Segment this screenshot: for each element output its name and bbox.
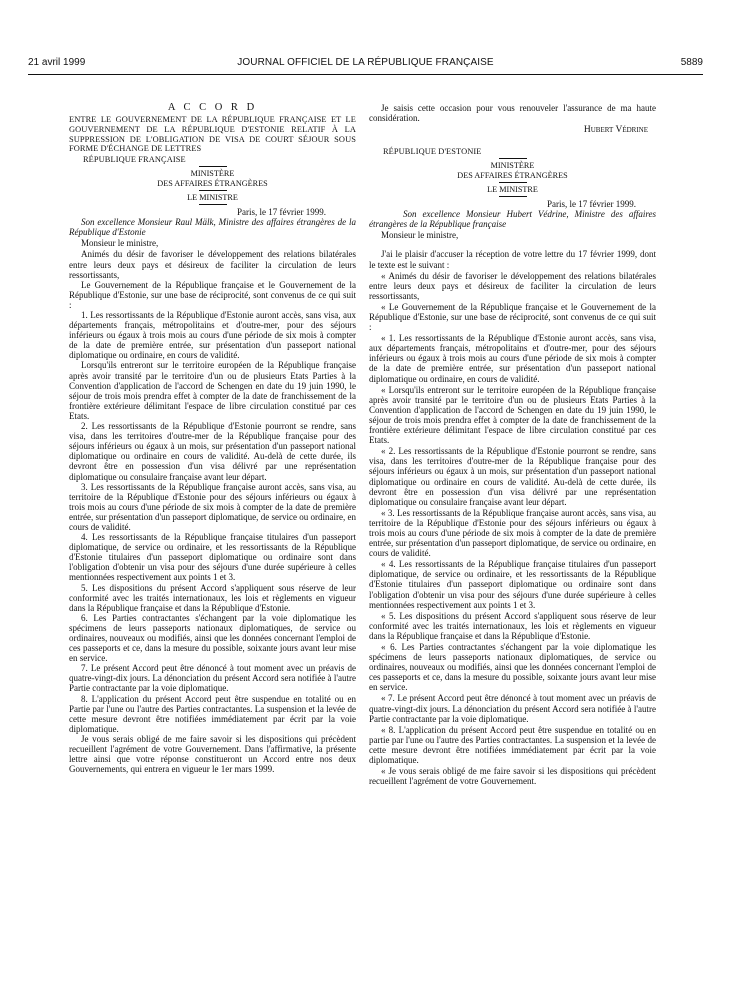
- letter-paragraph: 4. Les ressortissants de la République française titulaires d'un passeport diplomatique, de service ou ordinaire, et les ressortissants de la République d'Estonie titulaires d'un passeport diplomatique ou ordinaire sont dans l'obligation d'obtenir un visa pour des séjours d'une durée supérieure à celles mentionnées respectivement aux points 1 et 3.: [69, 532, 356, 583]
- reply-paragraph: « Lorsqu'ils entreront sur le territoire européen de la République française après avoir transité par le territoire d'un ou de plusieurs Etats Parties à la Convention d'application de l'accord de Schengen en date du 19 juin 1990, le séjour de trois mois prendra effet à compter de la date de franchissement de la frontière extérieure délimitant l'espace de libre circulation constitué par ces Etats.: [369, 384, 656, 446]
- right-column: [369, 103, 656, 786]
- ministry-line-2: DES AFFAIRES ÉTRANGÈRES: [157, 179, 268, 189]
- reply-paragraph: « 2. Les ressortissants de la République d'Estonie pourront se rendre, sans visa, dans les territoires d'outre-mer de la République française pour des séjours inférieurs ou égaux à un mois, sur présentation d'un passeport national diplomatique ou ordinaire en cours de validité. Au-delà de cette durée, ils devront être en possession d'un visa délivré par une représentation diplomatique ou consulaire française avant leur départ.: [369, 446, 656, 507]
- reply-paragraph: « 3. Les ressortissants de la République française auront accès, sans visa, au territoire de la République d'Estonie pour des séjours inférieurs ou égaux à trois mois au cours d'une période de six mois à compter de la date de première entrée, sur présentation d'un passeport diplomatique, de service ou ordinaire, en cours de validité.: [369, 507, 656, 559]
- letter-paragraph: 2. Les ressortissants de la République d'Estonie pourront se rendre, sans visa, dans les territoires d'outre-mer de la République française pour des séjours inférieurs ou égaux à un mois, sur présentation d'un passeport national diplomatique ou ordinaire en cours de validité. Au-delà de cette durée, ils devront être en possession d'un visa délivré par une représentation diplomatique ou consulaire française avant leur départ.: [69, 421, 356, 482]
- reply-paragraph: « 6. Les Parties contractantes s'échangent par la voie diplomatique les spécimens de leurs passeports nationaux diplomatiques, de service ou ordinaires, nouveaux ou modifiés, ainsi que les données concernant l'emploi de ces passeports et ce, dans la mesure du possible, soixante jours avant leur mise en service.: [369, 642, 656, 693]
- letter-paragraph: 1. Les ressortissants de la République d'Estonie auront accès, sans visa, aux départements français, métropolitains et d'outre-mer, pour des séjours inférieurs ou égaux à trois mois au cours d'une période de six mois à compter de la date de première entrée, sur présentation d'un passeport national diplomatique ou ordinaire, en cours de validité.: [69, 310, 356, 361]
- reply-paragraph: « Le Gouvernement de la République française et le Gouvernement de la République d'Estonie, sur une base de réciprocité, sont convenus de ce qui suit :: [369, 301, 656, 333]
- salutation: Monsieur le ministre,: [81, 238, 159, 249]
- addressee: Son excellence Monsieur Raul Mälk, Ministre des affaires étrangères de la République d'Estonie: [69, 217, 356, 238]
- letter-paragraph: 7. Le présent Accord peut être dénoncé à tout moment avec un préavis de quatre-vingt-dix jours. La dénonciation du présent Accord sera notifiée à l'autre Partie contractante par la voie diplomatique.: [69, 663, 356, 694]
- letter-paragraph: 8. L'application du présent Accord peut être suspendue en totalité ou en Partie par l'une ou l'autre des Parties contractantes. La suspension et la levée de cette mesure devront être notifiées immédiatement par écrit par la voie diplomatique.: [69, 693, 356, 734]
- reply-paragraph: J'ai le plaisir d'accuser la réception de votre lettre du 17 février 1999, dont le texte est le suivant :: [369, 249, 656, 270]
- reply-paragraph: « 4. Les ressortissants de la République française titulaires d'un passeport diplomatique, de service ou ordinaire, et les ressortissants de la République d'Estonie titulaires d'un passeport diplomatique ou ordinaire sont dans l'obligation d'obtenir un visa pour des séjours d'une durée supérieure à celles mentionnées respectivement aux points 1 et 3.: [369, 559, 656, 610]
- reply-paragraph: « 8. L'application du présent Accord peut être suspendue en totalité ou en partie par l'une ou l'autre des Parties contractantes. La suspension et la levée de cette mesure devront être notifiées immédiatement par écrit par la voie diplomatique.: [369, 724, 656, 766]
- ministry-line-1: MINISTÈRE: [190, 169, 235, 179]
- signature: Hubert Védrine: [583, 125, 648, 136]
- republic-label: RÉPUBLIQUE FRANÇAISE: [83, 155, 186, 165]
- salutation: Monsieur le ministre,: [381, 230, 459, 241]
- page-header: [28, 57, 703, 73]
- accord-subtitle: ENTRE LE GOUVERNEMENT DE LA RÉPUBLIQUE FRANÇAISE ET LE GOUVERNEMENT DE LA RÉPUBLIQUE D'ESTONIE RELATIF À LA SUPPRESSION DE L'OBLIGATION DE VISA DE COURT SÉJOUR SOUS FORME D'ÉCHANGE DE LETTRES: [69, 115, 356, 154]
- divider: [499, 158, 527, 159]
- divider: [199, 166, 227, 167]
- reply-paragraph: « 5. Les dispositions du présent Accord s'appliquent sous réserve de leur conformité avec les traités internationaux, les lois et règlements en vigueur dans la République française et dans la République d'Estonie.: [369, 610, 656, 641]
- republic-label: RÉPUBLIQUE D'ESTONIE: [383, 147, 482, 157]
- ministry-line-1: MINISTÈRE: [490, 161, 535, 171]
- letter-paragraph: Le Gouvernement de la République française et le Gouvernement de la République d'Estonie, sur une base de réciprocité, sont convenus de ce qui suit :: [69, 279, 356, 310]
- page-number: 5889: [680, 57, 703, 68]
- journal-title: JOURNAL OFFICIEL DE LA RÉPUBLIQUE FRANÇAISE: [237, 57, 494, 68]
- letter-paragraph: 6. Les Parties contractantes s'échangent par la voie diplomatique les spécimens de leurs passeports nationaux diplomatiques, de service ou ordinaires, nouveaux ou modifiés, ainsi que les données concernant l'emploi de ces passeports et ce, dans la mesure du possible, soixante jours avant leur mise en service.: [69, 612, 356, 664]
- letter-paragraph: Animés du désir de favoriser le développement des relations bilatérales entre leurs deux pays et désireux de faciliter la circulation de leurs ressortissants,: [69, 249, 356, 280]
- minister-label: LE MINISTRE: [187, 193, 238, 203]
- date-place: Paris, le 17 février 1999.: [547, 199, 636, 210]
- divider: [499, 182, 527, 183]
- accord-title: A C C O R D: [167, 102, 258, 113]
- reply-paragraph: « Je vous serais obligé de me faire savoir si les dispositions qui précèdent recueillent l'agrément de votre Gouvernement.: [369, 766, 656, 787]
- issue-date: 21 avril 1999: [28, 57, 86, 68]
- reply-paragraph: « Animés du désir de favoriser le développement des relations bilatérales entre leurs deux pays et désireux de faciliter la circulation de leurs ressortissants,: [369, 270, 656, 301]
- letter-paragraph: 3. Les ressortissants de la République française auront accès, sans visa, au territoire de la République d'Estonie pour des séjours inférieurs ou égaux à trois mois au cours d'une période de six mois à compter de la date de première entrée, sur présentation d'un passeport diplomatique, de service ou ordinaire, en cours de validité.: [69, 481, 356, 532]
- reply-paragraph: « 1. Les ressortissants de la République d'Estonie auront accès, sans visa, aux départements français, métropolitains et d'outre-mer, pour des séjours inférieurs ou égaux à trois mois au cours d'une période de six mois à compter de la date de première entrée, sur présentation d'un passeport national diplomatique ou ordinaire, en cours de validité.: [369, 333, 656, 384]
- header-rule: [28, 74, 703, 75]
- divider: [199, 204, 227, 205]
- letter-paragraph: Lorsqu'ils entreront sur le territoire européen de la République française après avoir transité par le territoire d'un ou de plusieurs Etats Parties à la Convention d'application de l'accord de Schengen en date du 19 juin 1990, le séjour de trois mois prendra effet à compter de la date de franchissement de la frontière extérieure délimitant l'espace de libre circulation constitué par ces Etats.: [69, 360, 356, 421]
- letter-paragraph: 5. Les dispositions du présent Accord s'appliquent sous réserve de leur conformité avec les traités internationaux, les lois et règlements en vigueur dans la République française et dans la République d'Estonie.: [69, 582, 356, 613]
- addressee: Son excellence Monsieur Hubert Védrine, Ministre des affaires étrangères de la République française: [369, 209, 656, 230]
- minister-label: LE MINISTRE: [487, 185, 538, 195]
- closing-formula: Je saisis cette occasion pour vous renouveler l'assurance de ma haute considération.: [369, 103, 656, 124]
- left-column: [69, 103, 356, 774]
- date-place: Paris, le 17 février 1999.: [237, 207, 326, 218]
- letter-paragraph: Je vous serais obligé de me faire savoir si les dispositions qui précèdent recueillent l'agrément de votre Gouvernement. Dans l'affirmative, la présente lettre ainsi que votre réponse constitueront un Accord entre nos deux Gouvernements, qui entrera en vigueur le 1er mars 1999.: [69, 733, 356, 775]
- ministry-line-2: DES AFFAIRES ÉTRANGÈRES: [457, 171, 568, 181]
- reply-paragraph: « 7. Le présent Accord peut être dénoncé à tout moment avec un préavis de quatre-vingt-dix jours. La dénonciation du présent Accord sera notifiée à l'autre Partie contractante par la voie diplomatique.: [369, 693, 656, 724]
- divider: [199, 190, 227, 191]
- divider: [499, 196, 527, 197]
